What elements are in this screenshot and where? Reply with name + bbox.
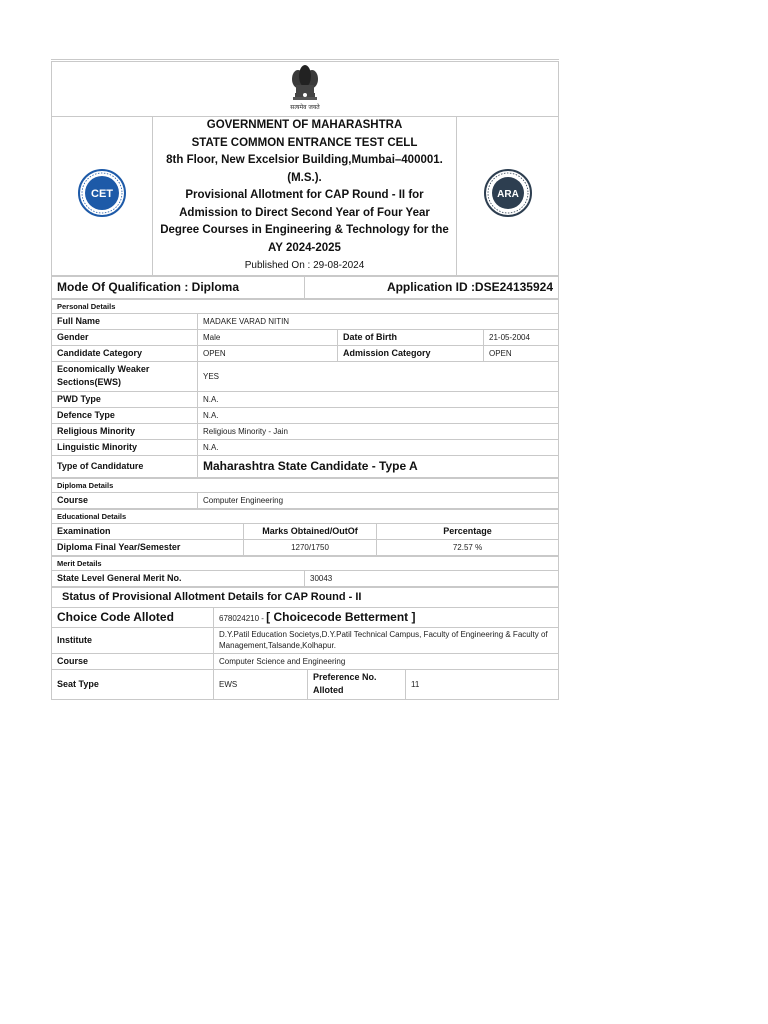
religious-minority-value: Religious Minority - Jain [198, 423, 559, 439]
personal-details-table [51, 299, 559, 478]
header-line-6: Admission to Direct Second Year of Four Year [179, 206, 430, 219]
header-line-4: (M.S.). [287, 171, 322, 184]
candidature-type-label: Type of Candidature [52, 455, 198, 477]
header-line-1: GOVERNMENT OF MAHARASHTRA [206, 119, 403, 131]
state-emblem-icon [283, 63, 327, 111]
choice-code-tag: [ Choicecode Betterment ] [266, 610, 416, 624]
ara-logo-icon [483, 168, 533, 218]
dob-label: Date of Birth [338, 329, 484, 345]
candidate-category-label: Candidate Category [52, 345, 198, 361]
allotment-table [51, 587, 559, 700]
preference-label: Preference No. Alloted [308, 669, 406, 699]
allotment-letter [51, 59, 558, 700]
merit-number-value: 30043 [305, 570, 559, 586]
emblem-caption: सत्यमेव जयते [290, 103, 320, 111]
ara-logo-cell [457, 117, 559, 276]
religious-minority-label: Religious Minority [52, 423, 198, 439]
mode-of-qualification: Mode Of Qualification : Diploma [52, 276, 305, 298]
allotment-status-title: Status of Provisional Allotment Details for CAP Round - II [52, 587, 559, 607]
defence-type-value: N.A. [198, 407, 559, 423]
header-line-3: 8th Floor, New Excelsior Building,Mumbai–400001. [166, 154, 443, 166]
marks-header: Marks Obtained/OutOf [244, 523, 377, 539]
ara-logo-text: ARA [496, 189, 519, 201]
choice-code-value: 678024210 - [219, 614, 267, 623]
marks-value: 1270/1750 [244, 539, 377, 555]
cet-logo-cell [52, 117, 153, 276]
personal-details-heading: Personal Details [52, 299, 559, 313]
percentage-header: Percentage [377, 523, 559, 539]
full-name-value: MADAKE VARAD NITIN [198, 313, 559, 329]
diploma-details-heading: Diploma Details [52, 478, 559, 492]
header-line-5: Provisional Allotment for CAP Round - II for [185, 189, 424, 201]
pwd-type-value: N.A. [198, 391, 559, 407]
linguistic-minority-label: Linguistic Minority [52, 439, 198, 455]
linguistic-minority-value: N.A. [198, 439, 559, 455]
defence-type-label: Defence Type [52, 407, 198, 423]
educational-details-table [51, 509, 559, 556]
header-line-2: STATE COMMON ENTRANCE TEST CELL [191, 136, 418, 149]
header-table [51, 59, 559, 276]
diploma-course-value: Computer Engineering [198, 492, 559, 508]
merit-details-heading: Merit Details [52, 556, 559, 570]
cet-logo-text: CET [91, 188, 113, 201]
merit-number-label: State Level General Merit No. [52, 570, 305, 586]
admission-category-label: Admission Category [338, 345, 484, 361]
diploma-course-label: Course [52, 492, 198, 508]
dob-value: 21-05-2004 [484, 329, 559, 345]
ews-label: Economically Weaker Sections(EWS) [52, 361, 198, 391]
candidate-category-value: OPEN [198, 345, 338, 361]
allotted-course-label: Course [52, 653, 214, 669]
choice-code-cell [214, 607, 559, 627]
summary-table [51, 276, 559, 299]
application-id: Application ID :DSE24135924 [305, 276, 559, 298]
preference-value: 11 [406, 669, 559, 699]
ews-value: YES [198, 361, 559, 391]
diploma-details-table [51, 478, 559, 509]
full-name-label: Full Name [52, 313, 198, 329]
seat-type-label: Seat Type [52, 669, 214, 699]
header-line-7: Degree Courses in Engineering & Technology for the [160, 224, 449, 236]
institute-label: Institute [52, 627, 214, 653]
header-line-8: AY 2024-2025 [268, 241, 341, 254]
pwd-type-label: PWD Type [52, 391, 198, 407]
published-date: Published On : 29-08-2024 [244, 260, 365, 271]
examination-value: Diploma Final Year/Semester [52, 539, 244, 555]
header-text-cell [153, 117, 457, 276]
candidature-type-value: Maharashtra State Candidate - Type A [198, 455, 559, 477]
percentage-value: 72.57 % [377, 539, 559, 555]
educational-details-heading: Educational Details [52, 509, 559, 523]
examination-header: Examination [52, 523, 244, 539]
emblem-cell [52, 61, 559, 117]
gender-label: Gender [52, 329, 198, 345]
allotted-course-value: Computer Science and Engineering [214, 653, 559, 669]
merit-details-table [51, 556, 559, 587]
seat-type-value: EWS [214, 669, 308, 699]
gender-value: Male [198, 329, 338, 345]
cet-logo-icon [77, 168, 127, 218]
institute-value: D.Y.Patil Education Societys,D.Y.Patil Technical Campus, Faculty of Engineering & Faculty of Management,Talsande,Kolhapur. [214, 627, 559, 653]
choice-code-label: Choice Code Alloted [52, 607, 214, 627]
admission-category-value: OPEN [484, 345, 559, 361]
